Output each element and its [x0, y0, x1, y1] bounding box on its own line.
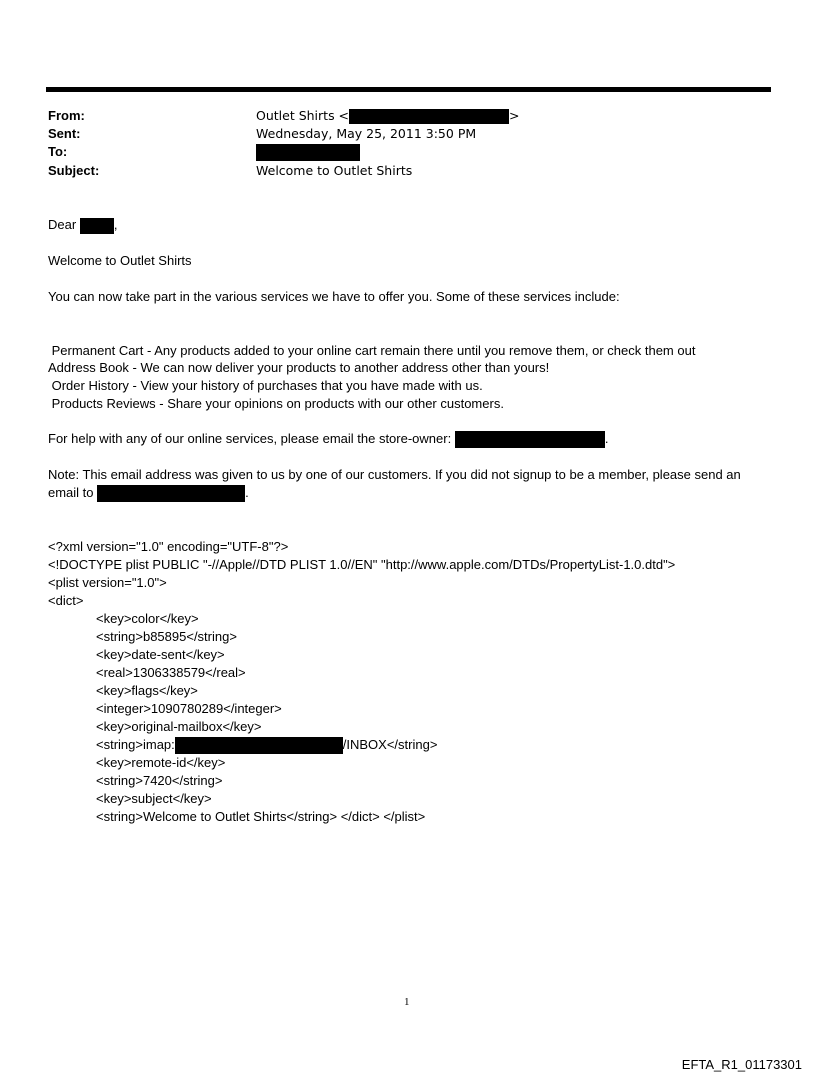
- imap-prefix: <string>imap:: [96, 737, 175, 752]
- page-number: 1: [404, 996, 410, 1008]
- from-label: From:: [48, 108, 85, 123]
- greeting-text: Dear: [48, 217, 77, 232]
- document-id: EFTA_R1_01173301: [681, 1057, 802, 1072]
- header-rule: [46, 87, 771, 92]
- service-item: Permanent Cart - Any products added to your online cart remain there until you remove them, or check them out: [48, 343, 696, 358]
- greeting: [48, 216, 117, 234]
- plist-entry: <string>Welcome to Outlet Shirts</string> </dict> </plist>: [96, 809, 426, 824]
- service-item: Address Book - We can now deliver your products to another address other than yours!: [48, 360, 550, 375]
- sent-label: Sent:: [48, 126, 81, 141]
- sent-value: Wednesday, May 25, 2011 3:50 PM: [256, 126, 477, 141]
- imap-suffix: /INBOX</string>: [342, 737, 438, 752]
- intro-line: You can now take part in the various services we have to offer you. Some of these services include:: [48, 289, 620, 304]
- redaction-box: [175, 737, 343, 754]
- subject-label: Subject:: [48, 163, 100, 178]
- greeting-comma: ,: [113, 217, 118, 232]
- plist-imap-entry: [96, 736, 437, 754]
- service-item: Products Reviews - Share your opinions on products with our other customers.: [48, 396, 504, 411]
- plist-entry: <integer>1090780289</integer>: [96, 701, 282, 716]
- redaction-box: [349, 109, 509, 124]
- subject-value: Welcome to Outlet Shirts: [256, 163, 413, 178]
- plist-entry: <string>b85895</string>: [96, 629, 237, 644]
- redaction-box: [80, 218, 114, 234]
- note-prefix: email to: [48, 485, 94, 500]
- plist-open: <plist version="1.0">: [48, 575, 167, 590]
- help-line: [48, 430, 608, 448]
- from-value: [256, 107, 520, 125]
- plist-entry: <key>flags</key>: [96, 683, 198, 698]
- plist-entry: <key>remote-id</key>: [96, 755, 226, 770]
- note-period: .: [245, 485, 249, 500]
- plist-entry: <real>1306338579</real>: [96, 665, 246, 680]
- plist-entry: <string>7420</string>: [96, 773, 223, 788]
- service-item: Order History - View your history of purchases that you have made with us.: [48, 378, 483, 393]
- redaction-box: [256, 144, 360, 161]
- to-label: To:: [48, 144, 68, 159]
- to-value: [256, 143, 360, 161]
- welcome-line: Welcome to Outlet Shirts: [48, 253, 192, 268]
- plist-entry: <key>date-sent</key>: [96, 647, 225, 662]
- note-line-1: Note: This email address was given to us by one of our customers. If you did not signup to be a member, please send an: [48, 467, 741, 482]
- plist-entry: <key>color</key>: [96, 611, 199, 626]
- from-sender-name: Outlet Shirts <: [256, 108, 350, 123]
- doctype-line: <!DOCTYPE plist PUBLIC "-//Apple//DTD PLIST 1.0//EN" "http://www.apple.com/DTDs/PropertyList-1.0.dtd">: [48, 557, 676, 572]
- from-suffix: >: [509, 108, 520, 123]
- xml-declaration: <?xml version="1.0" encoding="UTF-8"?>: [48, 539, 289, 554]
- dict-open: <dict>: [48, 593, 84, 608]
- help-period: .: [604, 431, 609, 446]
- redaction-box: [97, 485, 245, 502]
- plist-entry: <key>subject</key>: [96, 791, 212, 806]
- redaction-box: [455, 431, 605, 448]
- plist-entry: <key>original-mailbox</key>: [96, 719, 262, 734]
- note-line-2: [48, 484, 249, 502]
- help-text: For help with any of our online services, please email the store-owner:: [48, 431, 452, 446]
